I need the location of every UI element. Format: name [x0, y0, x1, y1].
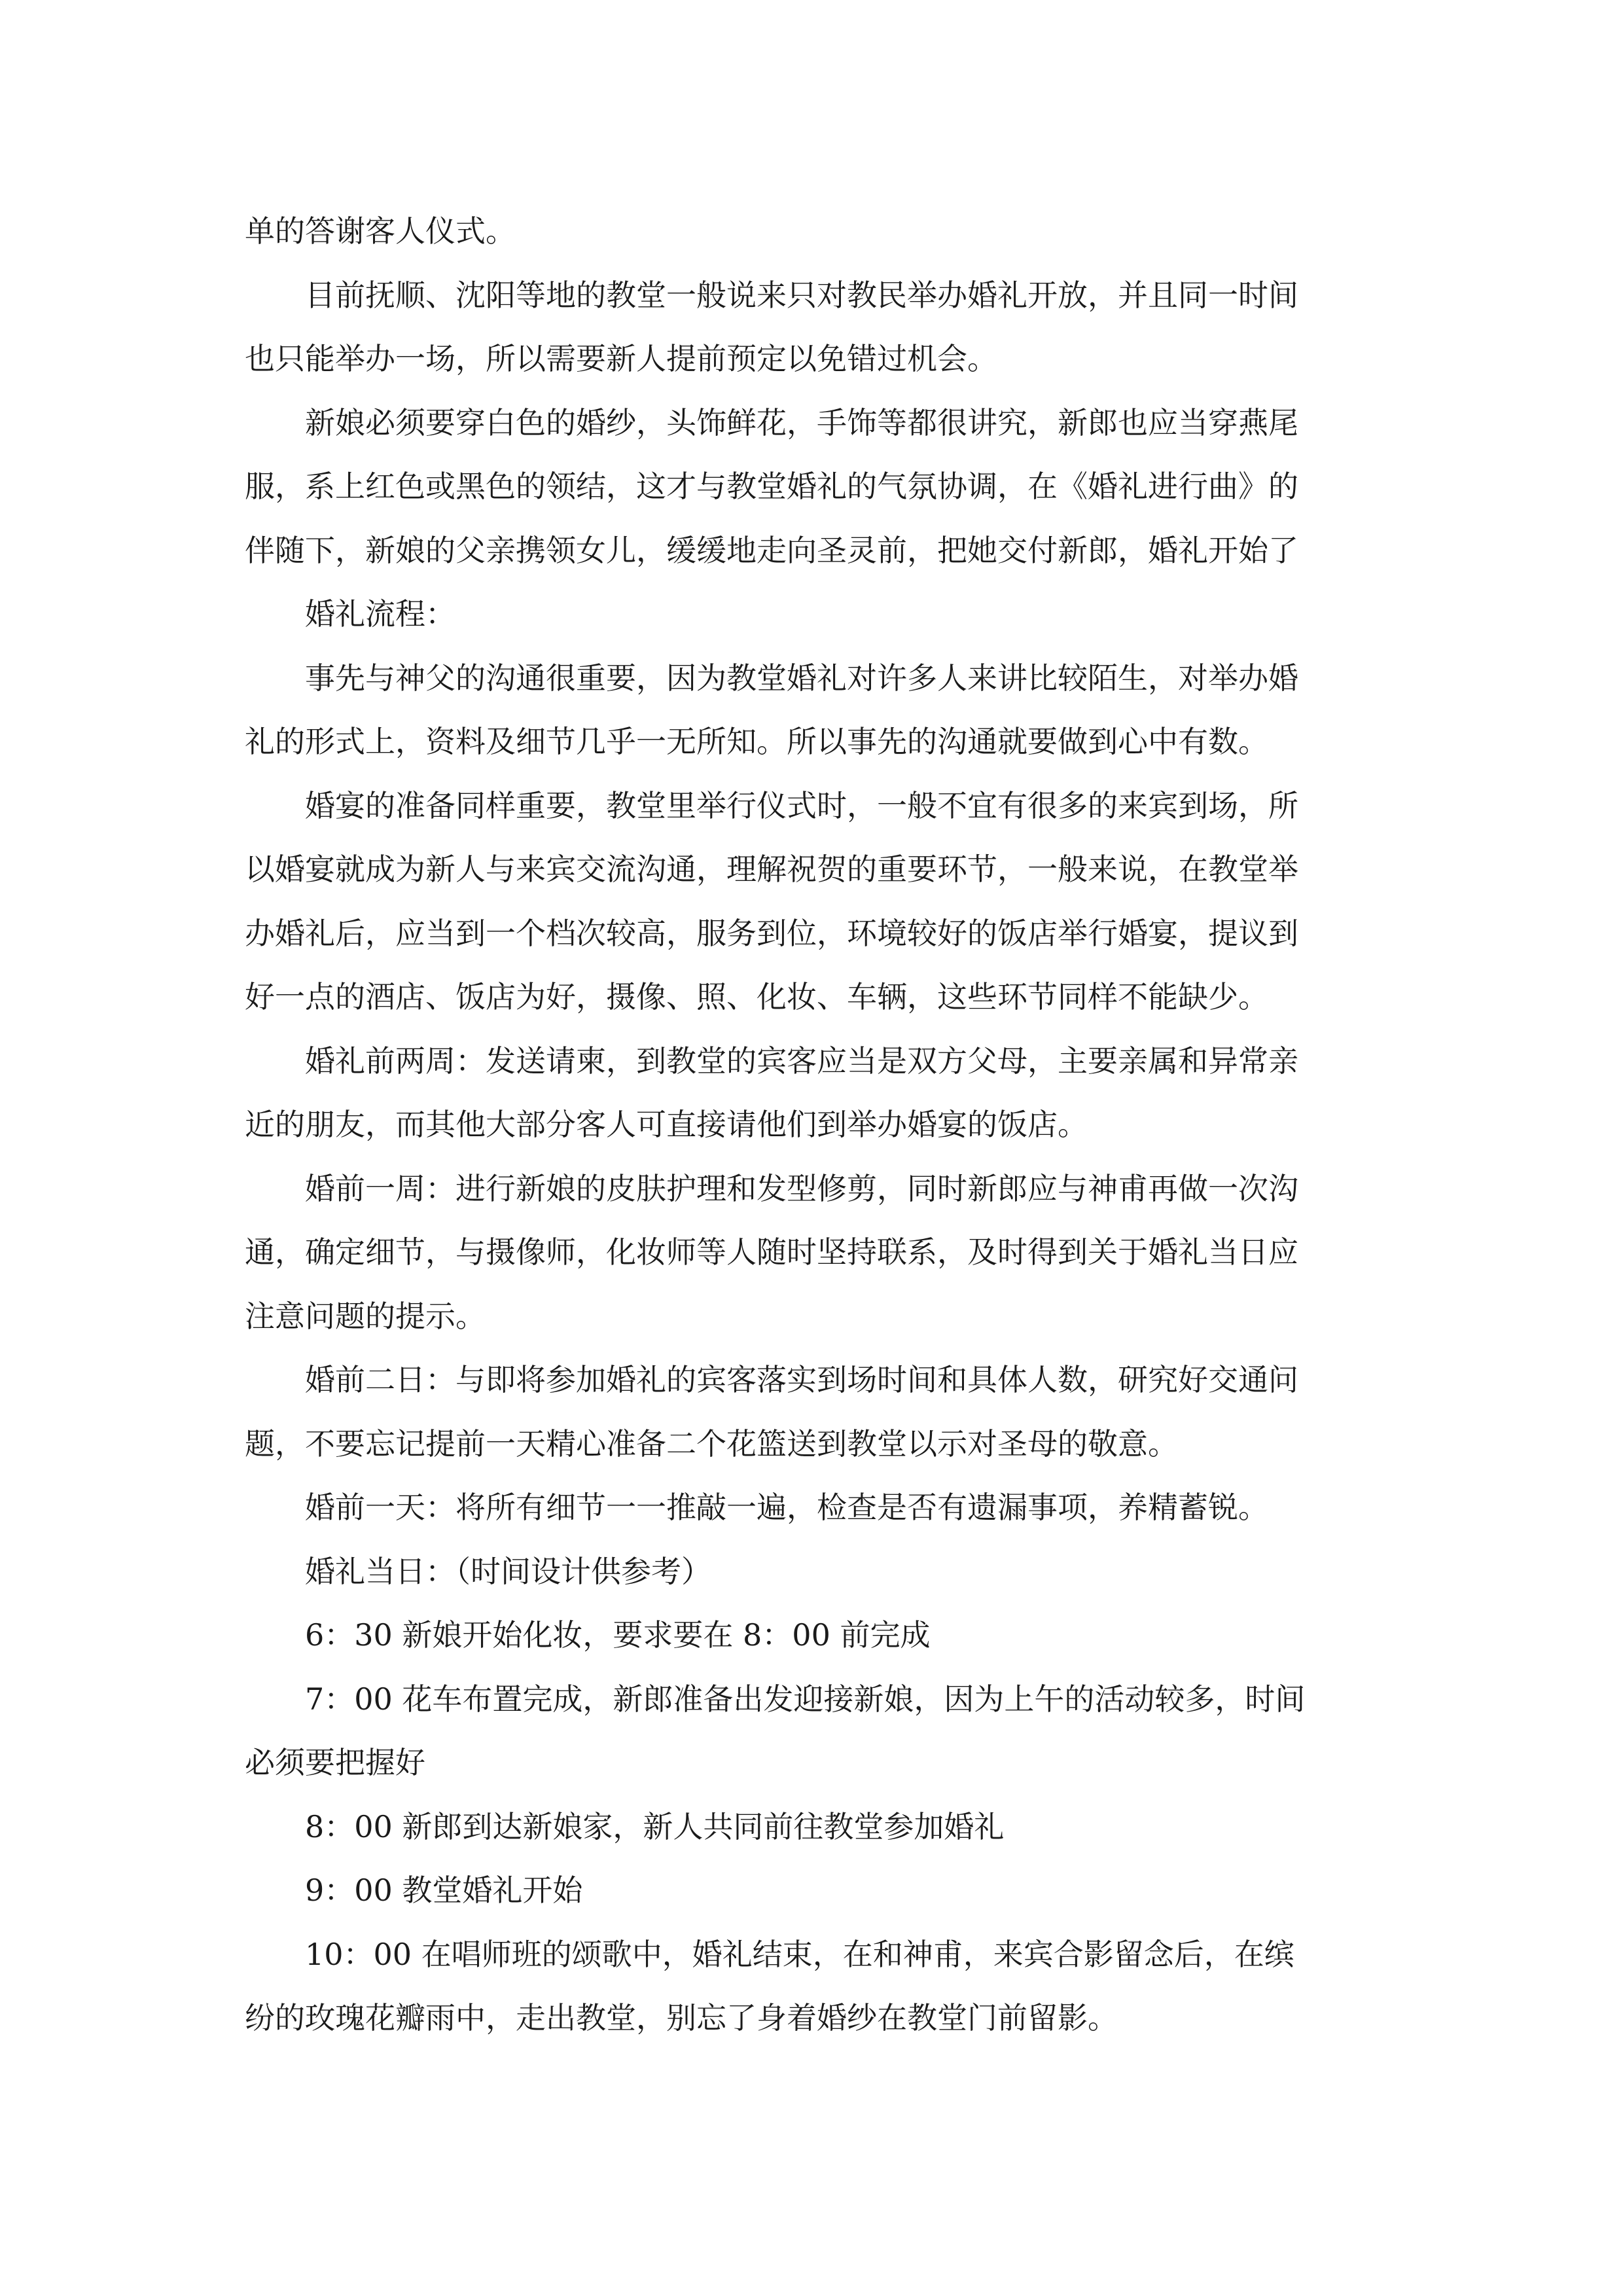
- paragraph: [245, 1859, 1381, 1923]
- text-line: 礼的形式上，资料及细节几乎一无所知。所以事先的沟通就要做到心中有数。: [245, 724, 1268, 759]
- text-line: 事先与神父的沟通很重要，因为教堂婚礼对许多人来讲比较陌生，对举办婚: [305, 660, 1298, 696]
- text-line: 9：00 教堂婚礼开始: [305, 1873, 583, 1908]
- paragraph-continuation: [245, 1221, 1381, 1348]
- paragraph: [245, 774, 1381, 838]
- paragraph: [245, 391, 1381, 456]
- text-line: 婚礼流程：: [305, 596, 455, 632]
- paragraph: [245, 1030, 1381, 1094]
- paragraph: [245, 583, 1381, 647]
- text-line: 婚前二日：与即将参加婚礼的宾客落实到场时间和具体人数，研究好交通问: [305, 1362, 1298, 1397]
- paragraph-continuation: [245, 1986, 1381, 2051]
- text-line: 必须要把握好: [245, 1745, 425, 1780]
- text-line: 服，系上红色或黑色的领结，这才与教堂婚礼的气氛协调，在《婚礼进行曲》的: [245, 469, 1298, 504]
- text-line: 7：00 花车布置完成，新郎准备出发迎接新娘，因为上午的活动较多，时间: [305, 1681, 1306, 1717]
- text-line: 婚宴的准备同样重要，教堂里举行仪式时，一般不宜有很多的来宾到场，所: [305, 787, 1298, 823]
- body-text: [245, 200, 1381, 2051]
- text-line: 也只能举办一场，所以需要新人提前预定以免错过机会。: [245, 341, 997, 376]
- paragraph-continuation: [245, 1731, 1381, 1795]
- text-line: 6：30 新娘开始化妆，要求要在 8：00 前完成: [305, 1617, 931, 1653]
- text-line: 好一点的酒店、饭店为好，摄像、照、化妆、车辆，这些环节同样不能缺少。: [245, 979, 1268, 1014]
- text-line: 婚前一周：进行新娘的皮肤护理和发型修剪，同时新郎应与神甫再做一次沟: [305, 1170, 1298, 1206]
- text-line: 伴随下，新娘的父亲携领女儿，缓缓地走向圣灵前，把她交付新郎，婚礼开始了: [245, 532, 1298, 568]
- paragraph: [245, 1923, 1381, 1987]
- paragraph: [245, 1157, 1381, 1221]
- paragraph: [245, 1604, 1381, 1668]
- text-line: 婚礼前两周：发送请柬，到教堂的宾客应当是双方父母，主要亲属和异常亲: [305, 1043, 1298, 1079]
- paragraph: [245, 200, 1381, 264]
- text-line: 注意问题的提示。: [245, 1298, 486, 1334]
- paragraph: [245, 264, 1381, 328]
- text-line: 目前抚顺、沈阳等地的教堂一般说来只对教民举办婚礼开放，并且同一时间: [305, 277, 1298, 313]
- text-line: 单的答谢客人仪式。: [245, 213, 516, 249]
- text-line: 近的朋友，而其他大部分客人可直接请他们到举办婚宴的饭店。: [245, 1107, 1088, 1142]
- paragraph-continuation: [245, 838, 1381, 1030]
- paragraph-continuation: [245, 710, 1381, 774]
- paragraph-continuation: [245, 327, 1381, 391]
- paragraph: [245, 1668, 1381, 1732]
- text-line: 婚礼当日：（时间设计供参考）: [305, 1553, 711, 1589]
- paragraph-continuation: [245, 1093, 1381, 1157]
- text-line: 婚前一天：将所有细节一一推敲一遍，检查是否有遗漏事项，养精蓄锐。: [305, 1490, 1268, 1525]
- paragraph: [245, 1348, 1381, 1412]
- text-line: 以婚宴就成为新人与来宾交流沟通，理解祝贺的重要环节，一般来说，在教堂举: [245, 852, 1298, 887]
- text-line: 8：00 新郎到达新娘家，新人共同前往教堂参加婚礼: [305, 1808, 1005, 1844]
- text-line: 题，不要忘记提前一天精心准备二个花篮送到教堂以示对圣母的敬意。: [245, 1426, 1178, 1462]
- paragraph-continuation: [245, 1412, 1381, 1477]
- text-line: 新娘必须要穿白色的婚纱，头饰鲜花，手饰等都很讲究，新郎也应当穿燕尾: [305, 404, 1298, 440]
- text-line: 10：00 在唱师班的颂歌中，婚礼结束，在和神甫，来宾合影留念后，在缤: [305, 1936, 1294, 1972]
- paragraph-continuation: [245, 455, 1381, 583]
- paragraph: [245, 1795, 1381, 1859]
- text-line: 办婚礼后，应当到一个档次较高，服务到位，环境较好的饭店举行婚宴，提议到: [245, 915, 1298, 951]
- paragraph: [245, 1540, 1381, 1604]
- text-line: 纷的玫瑰花瓣雨中，走出教堂，别忘了身着婚纱在教堂门前留影。: [245, 2000, 1118, 2036]
- text-line: 通，确定细节，与摄像师，化妆师等人随时坚持联系，及时得到关于婚礼当日应: [245, 1234, 1298, 1270]
- paragraph: [245, 647, 1381, 711]
- paragraph: [245, 1476, 1381, 1540]
